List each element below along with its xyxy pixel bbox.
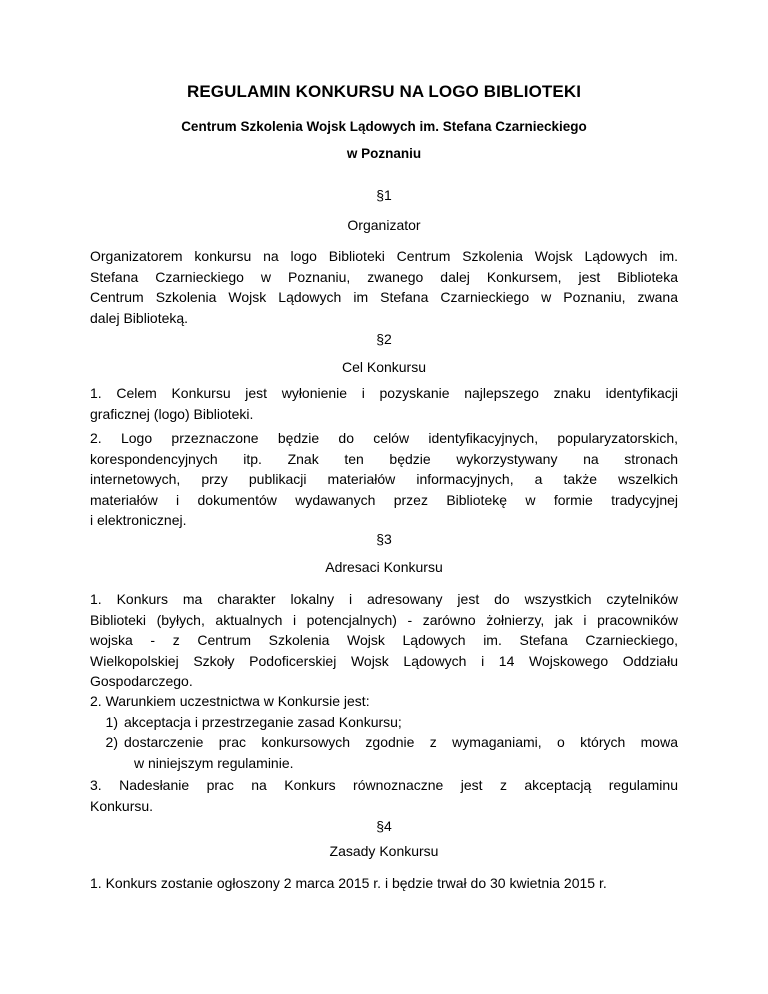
text-line: Stefana Czarnieckiego w Poznaniu, zwanego dalej Konkursem, jest Biblioteka bbox=[90, 268, 678, 285]
text-line: Wielkopolskiej Szkoły Podoficerskiej Wojsk Lądowych i 14 Wojskowego Oddziału bbox=[90, 652, 678, 669]
section-2-paragraph-1 bbox=[90, 383, 678, 424]
section-3-paragraph-3 bbox=[90, 775, 678, 816]
section-3-mark: §3 bbox=[376, 531, 392, 547]
list-item bbox=[90, 732, 678, 773]
list-item-number: 2) bbox=[105, 734, 118, 750]
section-4-heading: Zasady Konkursu bbox=[329, 843, 439, 859]
list-item-text: akceptacja i przestrzeganie zasad Konkursu; bbox=[124, 713, 402, 730]
section-2-mark: §2 bbox=[376, 331, 392, 347]
text-line: Gospodarczego. bbox=[90, 673, 193, 689]
document-subtitle-line1: Centrum Szkolenia Wojsk Lądowych im. Stefana Czarnieckiego bbox=[181, 119, 587, 134]
section-1-heading: Organizator bbox=[347, 217, 421, 233]
text-line: 1. Konkurs zostanie ogłoszony 2 marca 2015 r. i będzie trwał do 30 kwietnia 2015 r. bbox=[90, 875, 607, 891]
conditions-intro: 2. Warunkiem uczestnictwa w Konkursie jest: bbox=[90, 693, 370, 709]
section-4-paragraph-1 bbox=[90, 873, 678, 894]
text-line: korespondencyjnych itp. Znak ten będzie wykorzystywany na stronach bbox=[90, 450, 678, 467]
section-3-paragraph-1 bbox=[90, 589, 678, 692]
document-title: REGULAMIN KONKURSU NA LOGO BIBLIOTEKI bbox=[186, 82, 582, 101]
text-line: materiałów i dokumentów wydawanych przez Bibliotekę w formie tradycyjnej bbox=[90, 491, 678, 508]
text-line: 1. Konkurs ma charakter lokalny i adresowany jest do wszystkich czytelników bbox=[90, 591, 678, 607]
section-3-heading: Adresaci Konkursu bbox=[325, 559, 443, 575]
text-line: 3. Nadesłanie prac na Konkurs równoznaczne jest z akceptacją regulaminu bbox=[90, 777, 678, 793]
text-line: graficznej (logo) Biblioteki. bbox=[90, 405, 254, 422]
text-line: Centrum Szkolenia Wojsk Lądowych im Stefana Czarnieckiego w Poznaniu, zwana bbox=[90, 289, 678, 305]
text-line: 2. Logo przeznaczone będzie do celów identyfikacyjnych, popularyzatorskich, bbox=[90, 430, 678, 446]
list-item-text bbox=[124, 732, 678, 773]
text-line: Organizatorem konkursu na logo Biblioteki Centrum Szkolenia Wojsk Lądowych im. bbox=[90, 248, 678, 264]
text-line: Konkursu. bbox=[90, 797, 154, 814]
text-line: i elektronicznej. bbox=[90, 512, 187, 528]
text-line: 1. Celem Konkursu jest wyłonienie i pozyskanie najlepszego znaku identyfikacji bbox=[90, 385, 678, 401]
document-subtitle-line2: w Poznaniu bbox=[346, 146, 422, 161]
text-line: Biblioteki (byłych, aktualnych i potencjalnych) - zarówno żołnierzy, jak i pracowników bbox=[90, 611, 678, 628]
section-2-paragraph-2 bbox=[90, 428, 678, 531]
list-item bbox=[90, 712, 678, 733]
text-line: wojska - z Centrum Szkolenia Wojsk Lądowych im. Stefana Czarnieckiego, bbox=[90, 632, 678, 648]
section-1-paragraph bbox=[90, 246, 678, 328]
text-line: dostarczenie prac konkursowych zgodnie z wymaganiami, o których mowa bbox=[124, 734, 678, 750]
section-1-mark: §1 bbox=[376, 187, 392, 203]
section-2-heading: Cel Konkursu bbox=[341, 359, 427, 375]
text-line: internetowych, przy publikacji materiałów informacyjnych, a także wszelkich bbox=[90, 471, 678, 487]
section-3-conditions bbox=[90, 691, 678, 773]
list-item-number: 1) bbox=[105, 713, 118, 730]
text-line: w niniejszym regulaminie. bbox=[134, 754, 294, 771]
section-4-mark: §4 bbox=[376, 818, 392, 834]
text-line: dalej Biblioteką. bbox=[90, 309, 189, 326]
